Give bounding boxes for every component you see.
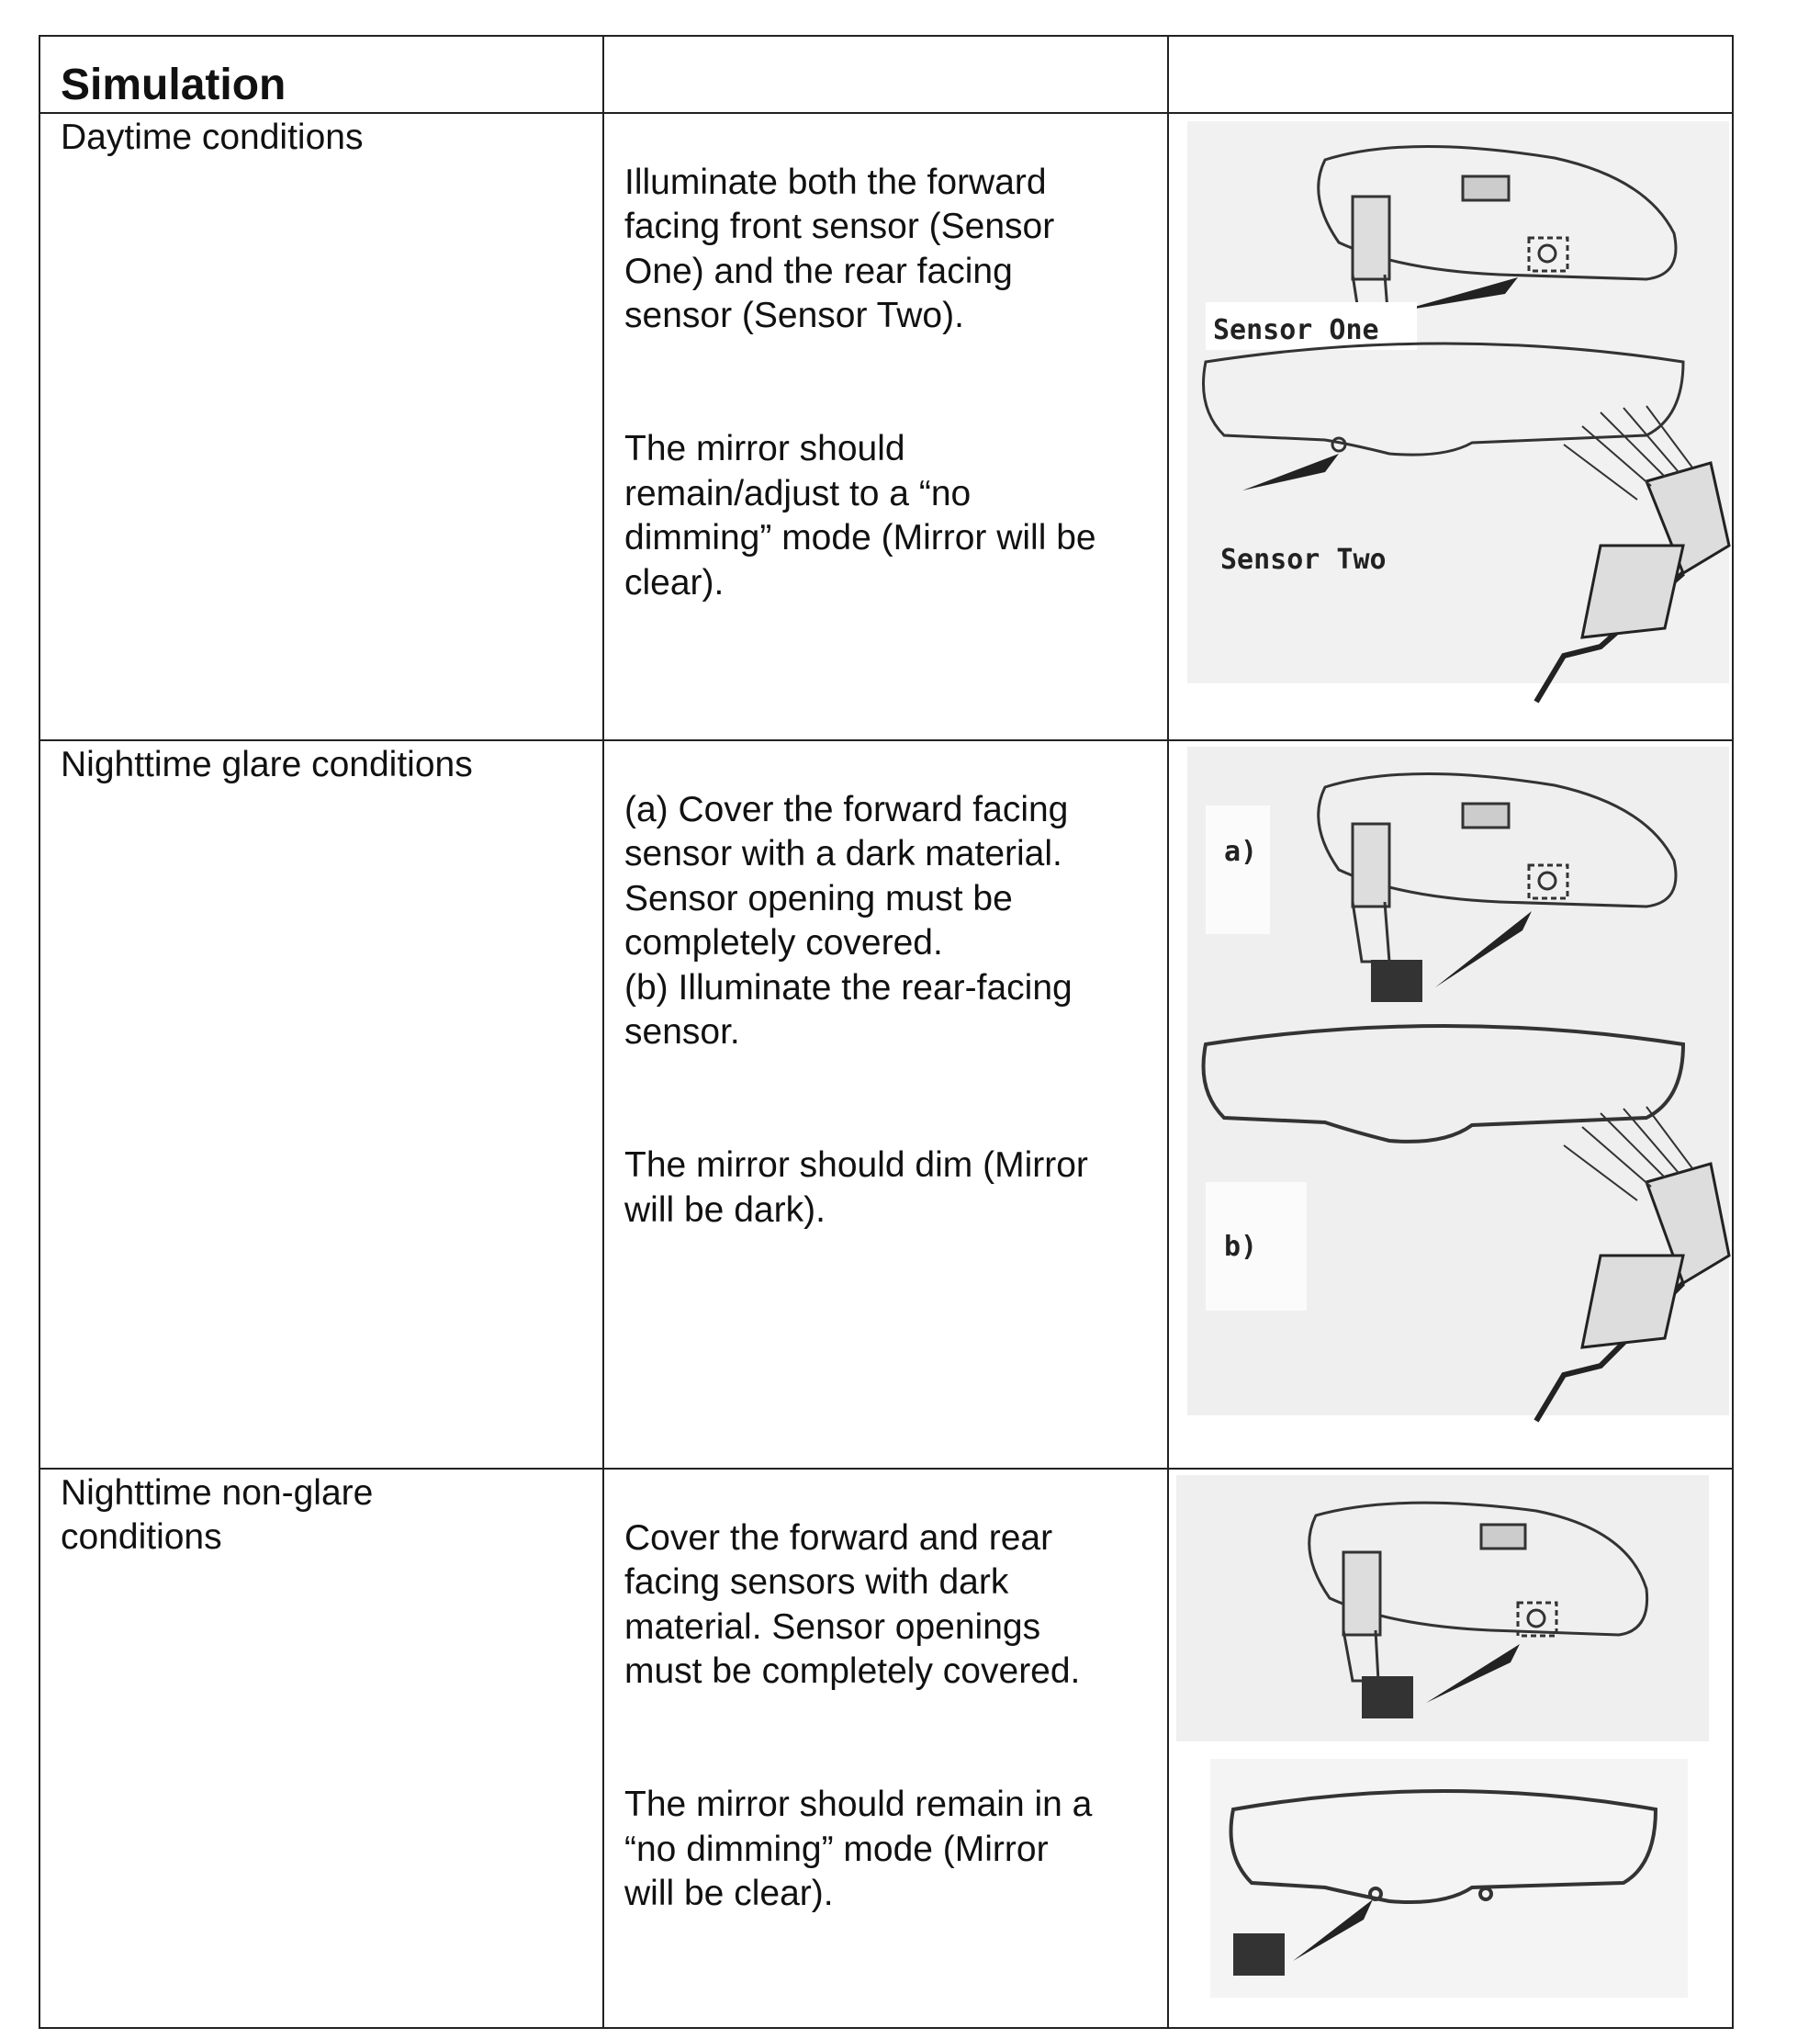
- condition-text: Nighttime non-glare conditions: [61, 1473, 374, 1557]
- instructions-cell: [603, 740, 1168, 1469]
- condition-cell: [39, 1469, 603, 2028]
- label-a: a): [1224, 836, 1258, 868]
- instructions-cell: [603, 1469, 1168, 2028]
- table-row: [39, 113, 1733, 740]
- dark-cover-icon: [1371, 960, 1422, 1002]
- instructions-cell: [603, 113, 1168, 740]
- label-b: b): [1224, 1231, 1258, 1263]
- label-sensor-one: Sensor One: [1213, 314, 1379, 346]
- illustration-cell: [1168, 740, 1733, 1469]
- header-title: Simulation: [61, 61, 286, 109]
- instruction-paragraph: The mirror should remain in a “no dimming” mode (Mirror will be clear).: [624, 1785, 1093, 1913]
- instruction-paragraph: The mirror should remain/adjust to a “no dimming” mode (Mirror will be clear).: [624, 429, 1096, 603]
- header-cell-simulation: [39, 36, 603, 113]
- table-header-row: [39, 36, 1733, 113]
- header-cell-empty-3: [1168, 36, 1733, 113]
- condition-text: Nighttime glare conditions: [61, 745, 473, 784]
- condition-cell: [39, 113, 603, 740]
- condition-cell: [39, 740, 603, 1469]
- condition-text: Daytime conditions: [61, 118, 364, 157]
- instruction-paragraph: Illuminate both the forward facing front sensor (Sensor One) and the rear facing sensor (Sensor Two).: [624, 162, 1055, 335]
- dark-cover-icon: [1233, 1933, 1285, 1976]
- glare-mirror-illustration: [1169, 741, 1731, 1463]
- illustration-cell: [1168, 1469, 1733, 2028]
- instruction-paragraph: Cover the forward and rear facing sensors with dark material. Sensor openings must be completely covered.: [624, 1517, 1081, 1691]
- illustration-cell: [1168, 113, 1733, 740]
- table-row: [39, 1469, 1733, 2028]
- instruction-paragraph: (a) Cover the forward facing sensor with a dark material. Sensor opening must be completely covered. (b) Illuminate the rear-facing sensor.: [624, 789, 1073, 1052]
- dark-cover-icon: [1362, 1676, 1413, 1718]
- label-sensor-two: Sensor Two: [1220, 544, 1387, 576]
- instruction-paragraph: The mirror should dim (Mirror will be dark).: [624, 1145, 1088, 1230]
- daytime-mirror-illustration: [1169, 114, 1731, 735]
- table-row: [39, 740, 1733, 1469]
- simulation-table: [39, 35, 1734, 2029]
- non-glare-mirror-illustration: [1169, 1470, 1731, 2022]
- header-cell-empty-2: [603, 36, 1168, 113]
